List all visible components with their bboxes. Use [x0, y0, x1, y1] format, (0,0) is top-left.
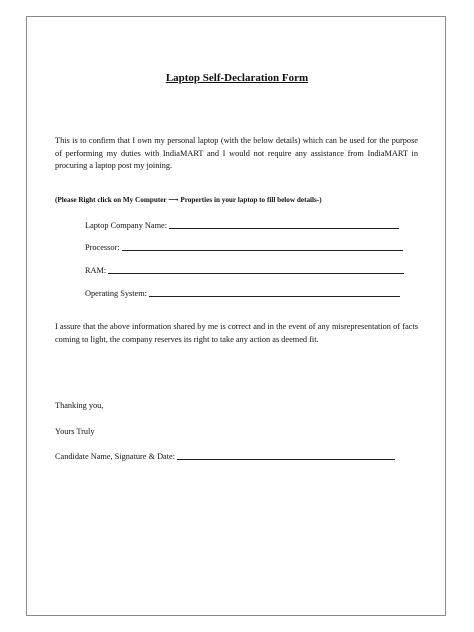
- operating-system-blank-line[interactable]: [149, 288, 400, 297]
- processor-blank-line[interactable]: [122, 242, 403, 251]
- closing-thanks: Thanking you,: [55, 401, 104, 410]
- field-processor: [85, 242, 403, 253]
- instruction-text: (Please Right click on My Computer ⟶ Properties in your laptop to fill below details-): [55, 196, 322, 204]
- candidate-signature-label: Candidate Name, Signature & Date:: [55, 452, 176, 461]
- field-laptop-company-name: [85, 220, 399, 231]
- laptop-company-name-blank-line[interactable]: [169, 220, 399, 229]
- closing-yours-truly: Yours Truly: [55, 427, 95, 436]
- ram-blank-line[interactable]: [108, 265, 404, 274]
- field-operating-system: [85, 288, 400, 299]
- laptop-company-name-label: Laptop Company Name:: [85, 221, 168, 230]
- intro-paragraph: This is to confirm that I own my personal laptop (with the below details) which can be used for the purpose of performing my duties with IndiaMART and I would not require any assistance from IndiaMART in procuring a laptop post my joining.: [55, 136, 418, 170]
- form-title: Laptop Self-Declaration Form: [165, 72, 309, 84]
- candidate-signature-blank-line[interactable]: [177, 451, 395, 460]
- assurance-paragraph: I assure that the above information shared by me is correct and in the event of any misrepresentation of facts coming to light, the company reserves its right to take any action as deemed fit.: [55, 322, 418, 344]
- ram-label: RAM:: [85, 266, 107, 275]
- page-border: [26, 16, 446, 616]
- processor-label: Processor:: [85, 243, 120, 252]
- field-candidate-signature: [55, 451, 395, 462]
- operating-system-label: Operating System:: [85, 289, 147, 298]
- field-ram: [85, 265, 404, 276]
